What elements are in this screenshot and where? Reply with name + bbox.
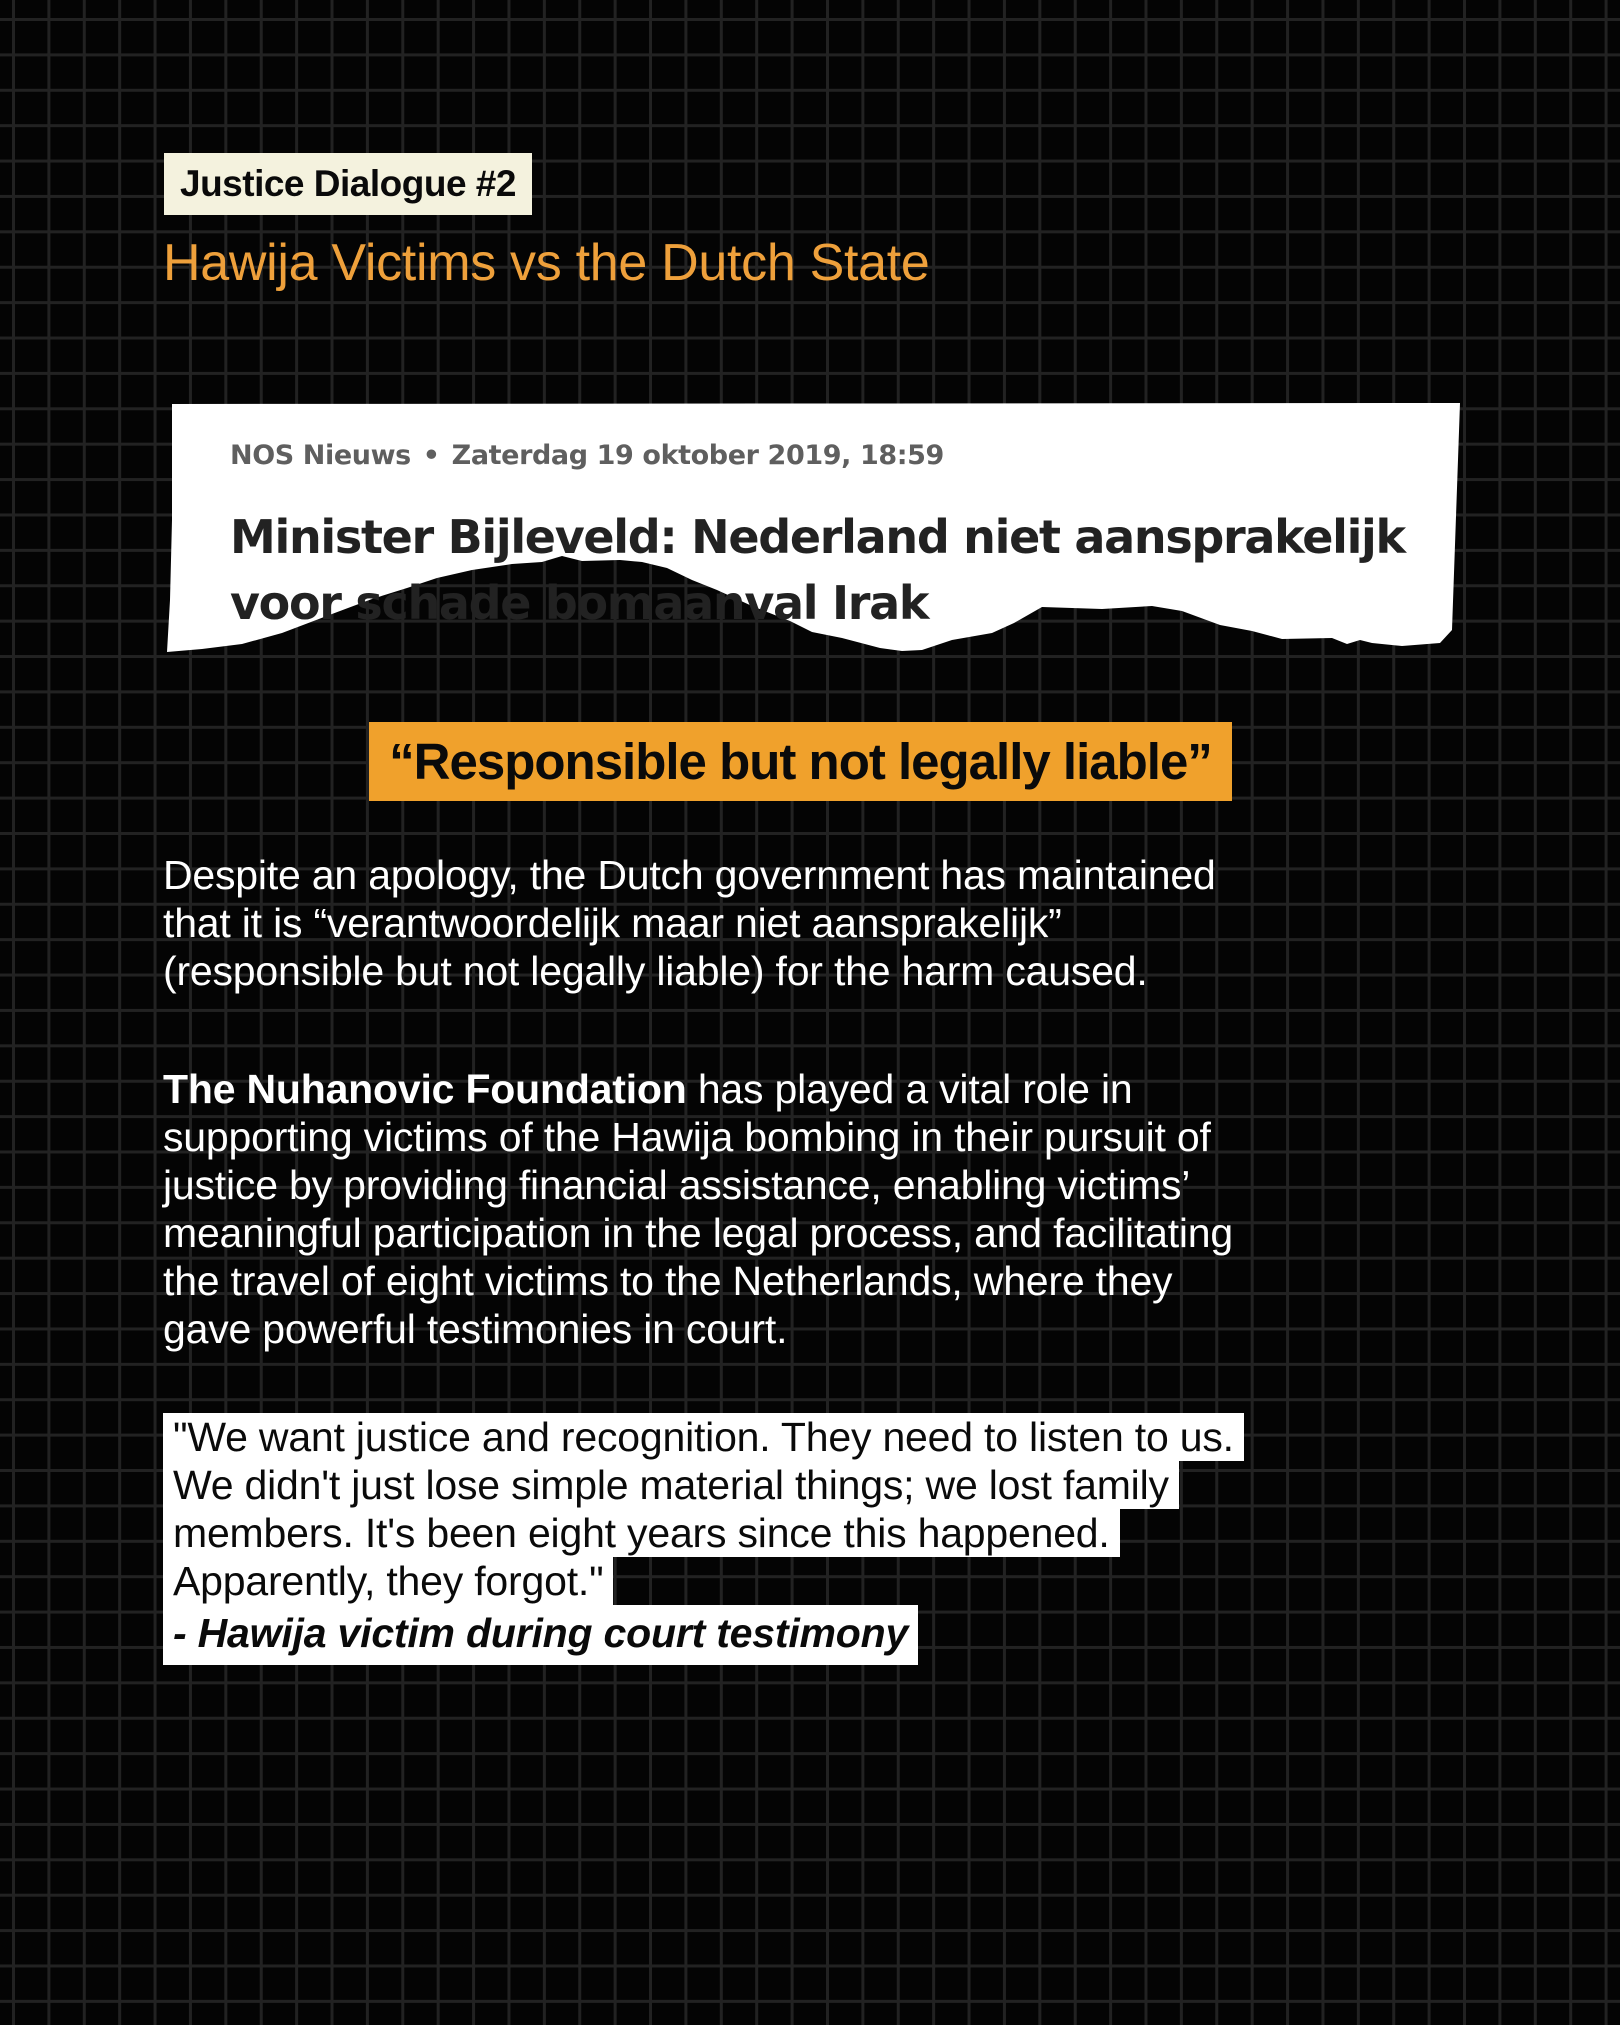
testimony-quote <box>163 1413 1463 1665</box>
paragraph-line: that it is “verantwoordelijk maar niet aansprakelijk” <box>163 900 1062 946</box>
headline-line: voor schade bomaanval Irak <box>230 576 929 630</box>
paragraph-line: meaningful participation in the legal process, and facilitating <box>163 1210 1233 1256</box>
paragraph-line: (responsible but not legally liable) for the harm caused. <box>163 948 1148 994</box>
series-tag: Justice Dialogue #2 <box>164 153 532 215</box>
paragraph-line: the travel of eight victims to the Netherlands, where they <box>163 1258 1173 1304</box>
paragraph-text: has played a vital role in <box>686 1066 1133 1112</box>
separator-dot: • <box>422 440 440 471</box>
paragraph-line: Despite an apology, the Dutch government has maintained <box>163 852 1216 898</box>
news-source: NOS Nieuws <box>230 440 411 471</box>
testimony-line: members. It's been eight years since this happened. <box>163 1509 1120 1557</box>
paragraph-foundation <box>163 1065 1463 1353</box>
testimony-line: "We want justice and recognition. They need to listen to us. <box>163 1413 1244 1461</box>
headline-line: Minister Bijleveld: Nederland niet aansprakelijk <box>230 510 1405 564</box>
news-date: Zaterdag 19 oktober 2019, 18:59 <box>451 440 944 471</box>
news-headline <box>230 504 1460 636</box>
news-clipping <box>162 400 1462 680</box>
testimony-line: We didn't just lose simple material things; we lost family <box>163 1461 1179 1509</box>
paragraph-apology <box>163 851 1463 995</box>
pull-quote: “Responsible but not legally liable” <box>369 722 1232 801</box>
testimony-line: Apparently, they forgot." <box>163 1557 613 1605</box>
paragraph-line: supporting victims of the Hawija bombing in their pursuit of <box>163 1114 1211 1160</box>
page-subtitle: Hawija Victims vs the Dutch State <box>163 234 930 292</box>
paragraph-line: gave powerful testimonies in court. <box>163 1306 788 1352</box>
news-meta <box>230 440 944 471</box>
paragraph-line <box>163 1065 1463 1113</box>
foundation-name: The Nuhanovic Foundation <box>163 1066 687 1112</box>
testimony-attribution: - Hawija victim during court testimony <box>163 1605 918 1665</box>
paragraph-line: justice by providing financial assistance, enabling victims’ <box>163 1162 1191 1208</box>
